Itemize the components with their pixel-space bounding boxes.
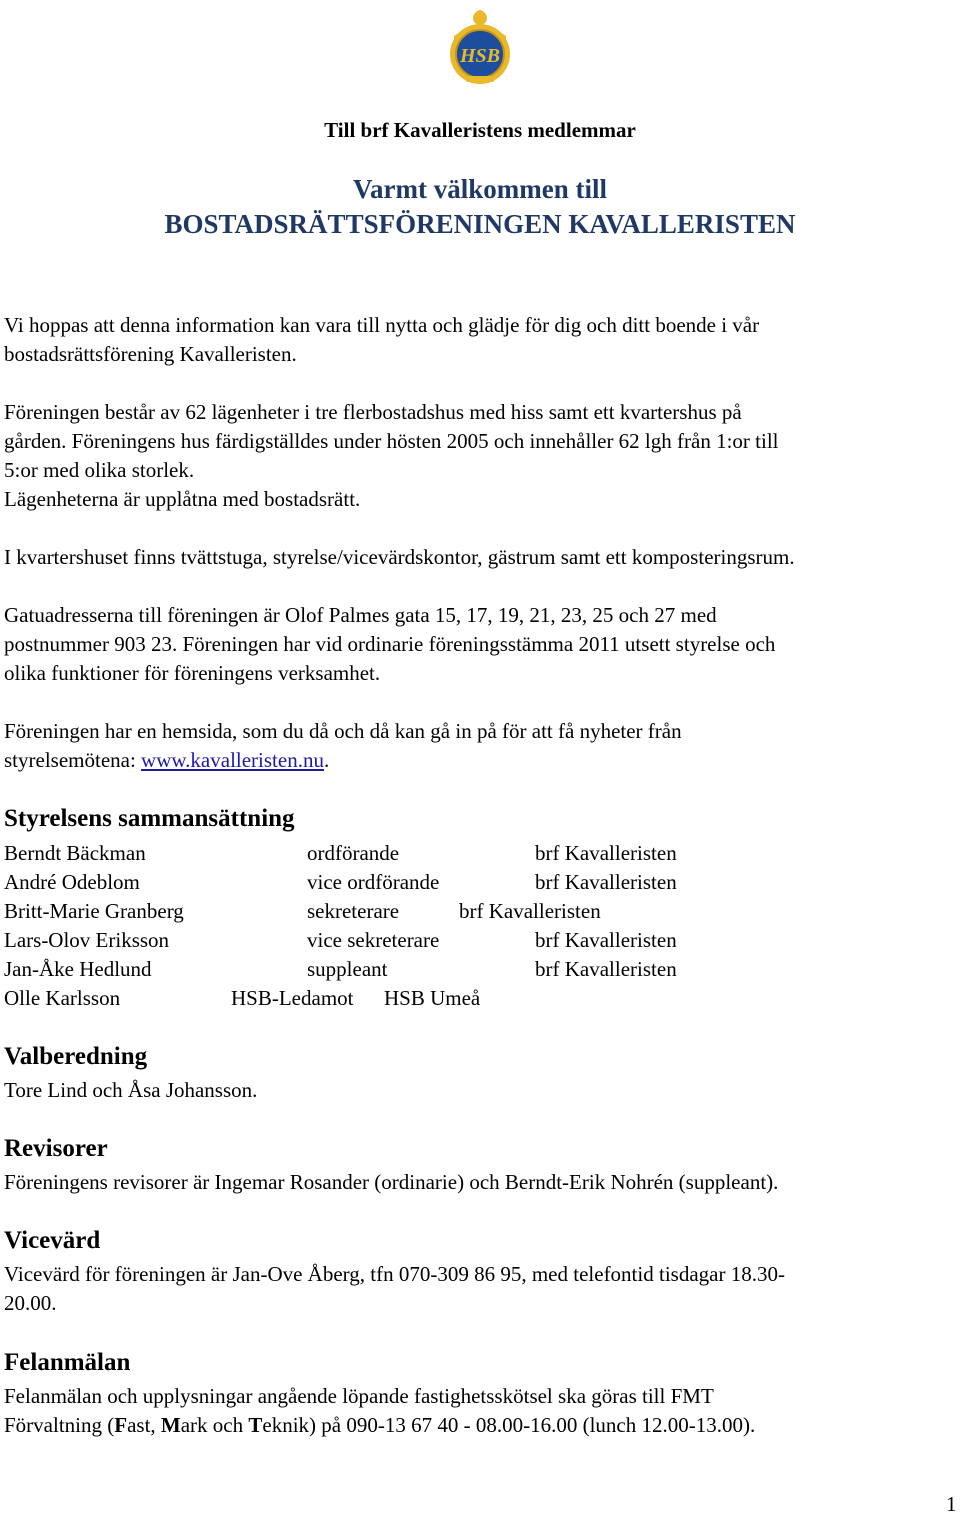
revisorer-text: Föreningens revisorer är Ingemar Rosander (ordinarie) och Berndt-Erik Nohrén (suppleant).: [4, 1170, 779, 1194]
website-line-1: Föreningen har en hemsida, som du då och då kan gå in på för att få nyheter från: [4, 719, 682, 743]
board-member-name: Lars-Olov Eriksson: [4, 928, 170, 952]
website-line-2: [4, 746, 329, 775]
about-line-4: Lägenheterna är upplåtna med bostadsrätt.: [4, 487, 361, 511]
website-prefix: styrelsemötena:: [4, 748, 142, 772]
hsb-logo: [440, 8, 520, 88]
address-line-2: postnummer 903 23. Föreningen har vid ordinarie föreningsstämma 2011 utsett styrelse och: [4, 632, 776, 656]
felanmalan-text: eknik) på 090-13 67 40 - 08.00-16.00 (lunch 12.00-13.00).: [262, 1413, 756, 1437]
valberedning-heading: Valberedning: [4, 1043, 148, 1070]
welcome-heading-line1: Varmt välkommen till: [353, 174, 607, 204]
board-member-name: Jan-Åke Hedlund: [4, 957, 152, 981]
board-member-role: HSB-Ledamot: [231, 986, 354, 1010]
board-member-org: brf Kavalleristen: [535, 870, 677, 894]
welcome-heading-line2: BOSTADSRÄTTSFÖRENINGEN KAVALLERISTEN: [164, 209, 796, 239]
revisorer-heading: Revisorer: [4, 1135, 108, 1162]
board-heading: Styrelsens sammansättning: [4, 805, 295, 832]
board-member-name: André Odeblom: [4, 870, 140, 894]
felanmalan-emphasis: M: [160, 1413, 181, 1437]
felanmalan-text: Förvaltning (: [4, 1413, 115, 1437]
felanmalan-line-2: [4, 1411, 755, 1440]
board-member-org: brf Kavalleristen: [459, 899, 601, 923]
website-link[interactable]: www.kavalleristen.nu: [141, 748, 324, 772]
about-line-2: gården. Föreningens hus färdigställdes under hösten 2005 och innehåller 62 lgh från 1:or till: [4, 429, 779, 453]
vicevard-heading: Vicevärd: [4, 1227, 101, 1254]
kvartershus-text: I kvartershuset finns tvättstuga, styrelse/vicevärdskontor, gästrum samt ett komposteringsrum.: [4, 545, 795, 569]
felanmalan-heading: Felanmälan: [4, 1349, 131, 1376]
felanmalan-emphasis: F: [114, 1413, 128, 1437]
page-number: 1: [946, 1492, 957, 1516]
board-member-org: HSB Umeå: [384, 986, 481, 1010]
board-member-role: vice ordförande: [307, 870, 440, 894]
website-suffix: .: [323, 748, 330, 772]
board-member-name: Britt-Marie Granberg: [4, 899, 184, 923]
board-member-role: ordförande: [307, 841, 400, 865]
intro-line-1: Vi hoppas att denna information kan vara till nytta och glädje för dig och ditt boende i vår: [4, 313, 760, 337]
address-line-1: Gatuadresserna till föreningen är Olof Palmes gata 15, 17, 19, 21, 23, 25 och 27 med: [4, 603, 717, 627]
felanmalan-line-1: Felanmälan och upplysningar angående löpande fastighetsskötsel ska göras till FMT: [4, 1384, 714, 1408]
vicevard-line-2: 20.00.: [4, 1291, 57, 1315]
board-member-org: brf Kavalleristen: [535, 957, 677, 981]
valberedning-text: Tore Lind och Åsa Johansson.: [4, 1078, 258, 1102]
board-member-name: Olle Karlsson: [4, 986, 121, 1010]
board-member-role: sekreterare: [307, 899, 400, 923]
vicevard-line-1: Vicevärd för föreningen är Jan-Ove Åberg, tfn 070-309 86 95, med telefontid tisdagar 18.30-: [4, 1262, 785, 1286]
address-line-3: olika funktioner för föreningens verksamhet.: [4, 661, 381, 685]
board-member-role: vice sekreterare: [307, 928, 440, 952]
intro-line-2: bostadsrättsförening Kavalleristen.: [4, 342, 297, 366]
greeting-heading: Till brf Kavalleristens medlemmar: [324, 118, 636, 142]
about-line-1: Föreningen består av 62 lägenheter i tre flerbostadshus med hiss samt ett kvartershus på: [4, 400, 742, 424]
felanmalan-text: ast,: [127, 1413, 161, 1437]
board-member-name: Berndt Bäckman: [4, 841, 146, 865]
logo-text: HSB: [459, 45, 501, 67]
felanmalan-text: ark och: [180, 1413, 249, 1437]
felanmalan-emphasis: T: [248, 1413, 263, 1437]
about-line-3: 5:or med olika storlek.: [4, 458, 195, 482]
board-member-org: brf Kavalleristen: [535, 841, 677, 865]
board-member-org: brf Kavalleristen: [535, 928, 677, 952]
board-member-role: suppleant: [307, 957, 388, 981]
